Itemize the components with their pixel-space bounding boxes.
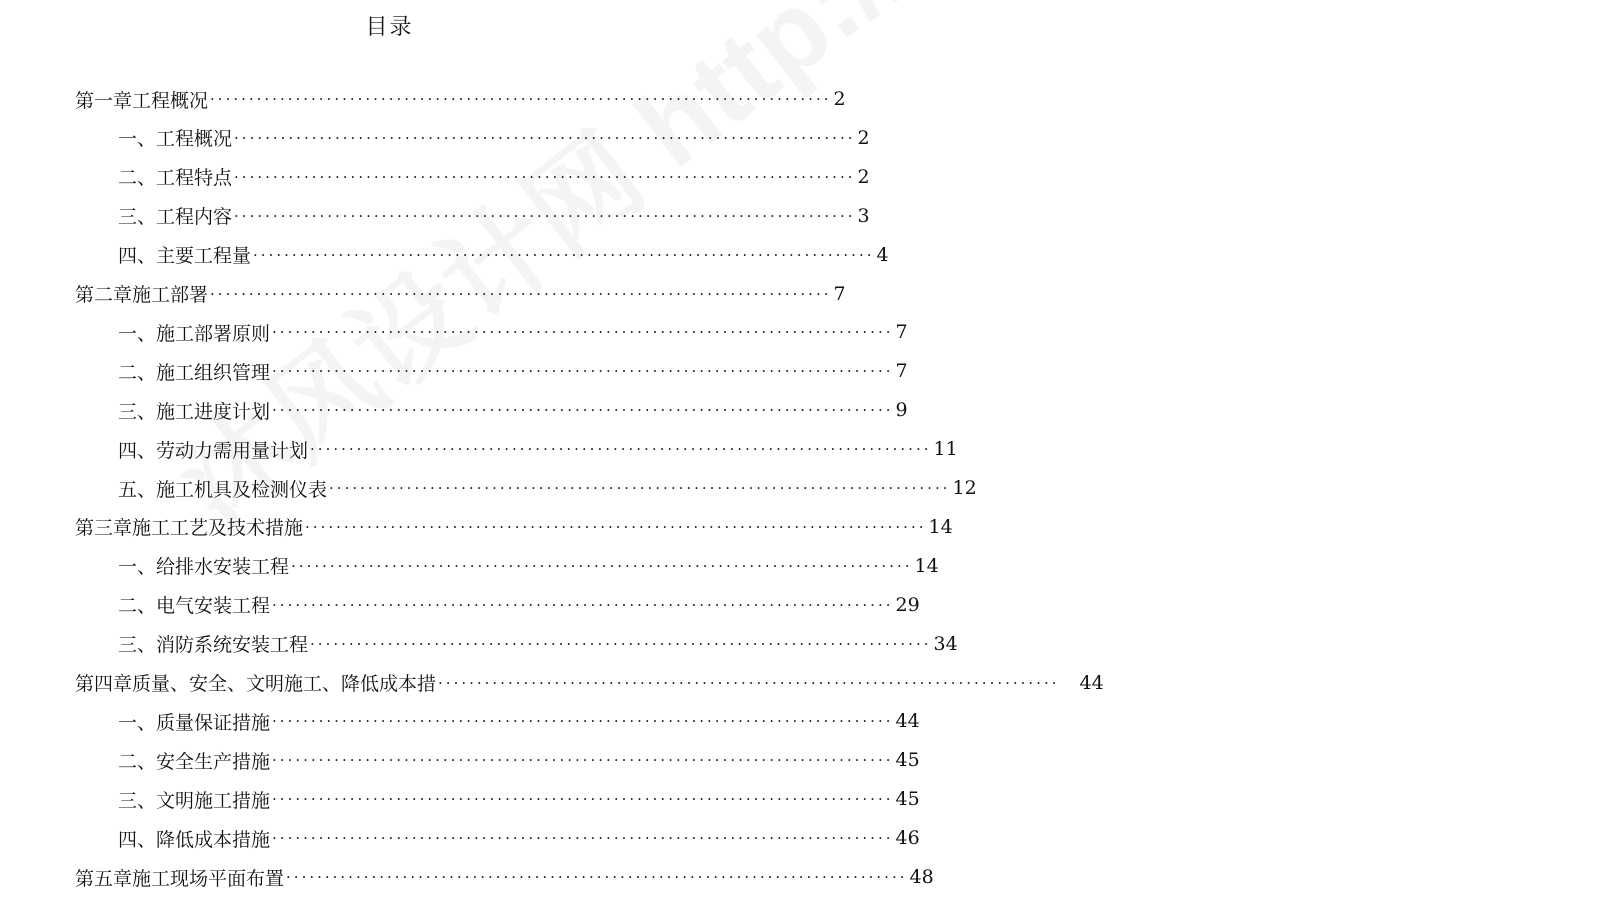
dot-leader: ················································································: [272, 790, 894, 809]
toc-entry-label: 劳动力需用量计划: [156, 439, 309, 462]
toc-entry-label: 质量、安全、文明施工、降低成本措: [132, 673, 437, 695]
toc-section-entry[interactable]: [118, 201, 870, 231]
toc-entry-label: 施工组织管理: [156, 361, 271, 384]
dot-leader: ················································································: [286, 868, 908, 886]
toc-entry-page-number: 4: [876, 243, 889, 266]
toc-chapter-entry[interactable]: [75, 668, 1104, 698]
toc-section-entry[interactable]: [118, 590, 920, 620]
dot-leader: ················································································: [305, 517, 927, 536]
toc-entry-label: 施工进度计划: [156, 400, 271, 423]
toc-entry-label: 施工部署原则: [156, 322, 271, 345]
dot-leader: ················································································: [210, 284, 832, 303]
toc-entry-label: 降低成本措施: [156, 828, 271, 851]
toc-entry-number: 二、: [118, 167, 157, 190]
toc-entry-page-number: 14: [914, 554, 939, 577]
toc-section-entry[interactable]: [118, 317, 908, 347]
toc-entry-label: 工程内容: [156, 206, 233, 229]
toc-entry-page-number: 44: [895, 710, 920, 733]
toc-section-entry[interactable]: [118, 745, 920, 775]
toc-entry-number: 三、: [118, 400, 157, 423]
toc-section-entry[interactable]: [118, 162, 870, 192]
dot-leader: ················································································: [272, 751, 894, 770]
dot-leader: ················································································: [253, 245, 875, 264]
toc-entry-label: 消防系统安装工程: [156, 634, 309, 657]
toc-entry-number: 第一章: [75, 89, 133, 112]
toc-entry-number: 四、: [118, 245, 157, 268]
toc-entry-number: 二、: [118, 595, 157, 618]
dot-leader: ················································································: [234, 167, 856, 186]
toc-entry-page-number: 34: [933, 632, 958, 655]
toc-section-entry[interactable]: [118, 240, 889, 270]
dot-leader: ················································································: [272, 829, 894, 848]
toc-entry-number: 第五章: [75, 867, 133, 890]
toc-entry-number: 二、: [118, 361, 157, 384]
toc-entry-label: 工程概况: [132, 89, 209, 112]
toc-entry-label: 给排水安装工程: [156, 556, 290, 579]
toc-entry-page-number: 44: [1079, 671, 1104, 694]
toc-entry-page-number: 7: [895, 360, 908, 383]
toc-entry-page-number: 7: [895, 321, 908, 344]
toc-section-entry[interactable]: [118, 551, 939, 581]
toc-entry-label: 电气安装工程: [156, 595, 271, 618]
toc-section-entry[interactable]: [118, 395, 908, 425]
dot-leader: ················································································: [272, 595, 894, 614]
toc-entry-page-number: 48: [909, 866, 934, 888]
toc-entry-number: 一、: [118, 322, 157, 345]
toc-entry-page-number: 14: [928, 515, 953, 538]
toc-entry-number: 一、: [118, 128, 157, 151]
toc-entry-page-number: 2: [857, 165, 870, 188]
toc-entry-page-number: 2: [833, 88, 846, 110]
toc-entry-label: 施工现场平面布置: [132, 867, 285, 890]
toc-entry-label: 文明施工措施: [156, 789, 271, 812]
dot-leader: ················································································: [438, 673, 1060, 692]
toc-chapter-entry[interactable]: [75, 279, 846, 309]
toc-section-entry[interactable]: [118, 356, 908, 386]
toc-entry-number: 第四章: [75, 673, 133, 695]
dot-leader: ················································································: [291, 556, 913, 575]
toc-entry-number: 第三章: [75, 517, 133, 540]
toc-chapter-entry[interactable]: [75, 862, 934, 892]
toc-section-entry[interactable]: [118, 434, 958, 464]
toc-entry-number: 第二章: [75, 284, 133, 306]
dot-leader: ················································································: [310, 440, 932, 459]
toc-entry-page-number: 3: [857, 204, 870, 227]
toc-entry-page-number: 2: [857, 126, 870, 149]
toc-entry-page-number: 7: [833, 282, 846, 305]
toc-entry-page-number: 12: [952, 477, 977, 499]
toc-entry-label: 工程概况: [156, 128, 233, 151]
toc-entry-label: 施工工艺及技术措施: [132, 517, 304, 540]
dot-leader: ················································································: [272, 323, 894, 342]
toc-entry-page-number: 45: [895, 749, 920, 772]
toc-entry-number: 四、: [118, 439, 157, 462]
dot-leader: ················································································: [272, 362, 894, 381]
toc-entry-label: 施工部署: [132, 284, 209, 306]
dot-leader: ················································································: [234, 206, 856, 225]
toc-entry-page-number: 11: [933, 438, 958, 461]
toc-section-entry[interactable]: [118, 123, 870, 153]
toc-chapter-entry[interactable]: [75, 512, 953, 542]
dot-leader: ················································································: [329, 479, 951, 497]
toc-entry-number: 一、: [118, 711, 157, 734]
toc-entry-label: 质量保证措施: [156, 711, 271, 734]
dot-leader: ················································································: [272, 401, 894, 420]
toc-entry-number: 三、: [118, 634, 157, 657]
toc-entry-page-number: 45: [895, 788, 920, 811]
toc-entry-page-number: 9: [895, 399, 908, 422]
toc-entry-number: 五、: [118, 478, 157, 501]
dot-leader: ················································································: [272, 712, 894, 731]
toc-chapter-entry[interactable]: [75, 84, 846, 114]
toc-entry-number: 三、: [118, 206, 157, 229]
toc-entry-label: 安全生产措施: [156, 750, 271, 773]
toc-entry-number: 二、: [118, 750, 157, 773]
toc-section-entry[interactable]: [118, 473, 977, 503]
toc-section-entry[interactable]: [118, 629, 958, 659]
toc-entry-page-number: 46: [895, 827, 920, 850]
toc-section-entry[interactable]: [118, 706, 920, 736]
toc-entry-label: 工程特点: [156, 167, 233, 190]
dot-leader: ················································································: [310, 634, 932, 653]
page-title: 目录: [365, 15, 414, 40]
toc-section-entry[interactable]: [118, 784, 920, 814]
toc-entry-number: 四、: [118, 828, 157, 851]
toc-entry-number: 一、: [118, 556, 157, 579]
toc-entry-page-number: 29: [895, 593, 920, 616]
dot-leader: ················································································: [210, 90, 832, 108]
toc-entry-label: 主要工程量: [156, 245, 252, 268]
toc-entry-label: 施工机具及检测仪表: [156, 478, 328, 501]
toc-section-entry[interactable]: [118, 823, 920, 853]
dot-leader: ················································································: [234, 128, 856, 147]
toc-entry-number: 三、: [118, 789, 157, 812]
